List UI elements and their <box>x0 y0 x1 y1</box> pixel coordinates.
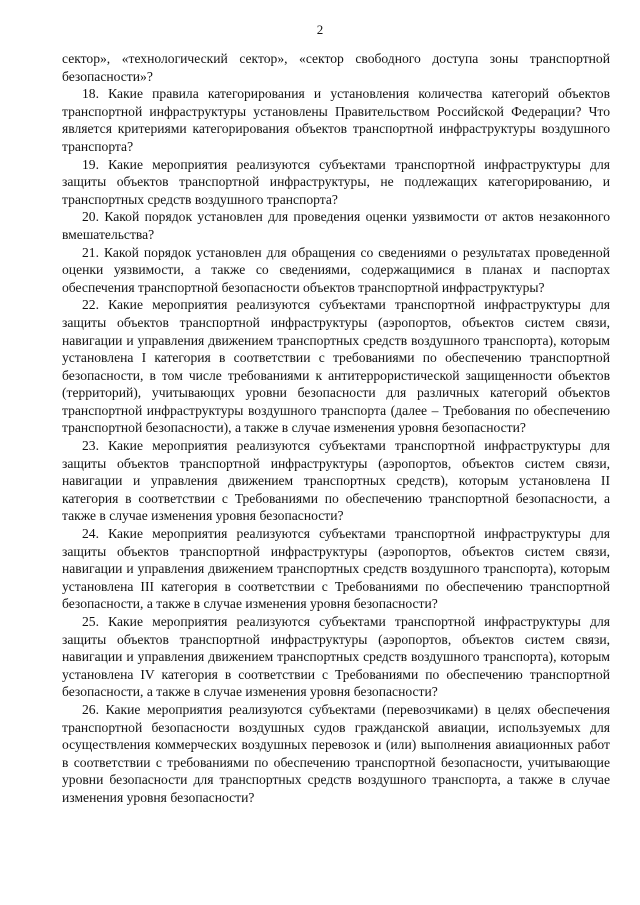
question-21: 21. Какой порядок установлен для обращения со сведениями о результатах проведенной оценки уязвимости, а также со сведениями, содержащимися в планах и паспортах обеспечения транспортной безопасности объектов транспортной инфраструктуры? <box>62 244 610 295</box>
paragraph-continuation: сектор», «технологический сектор», «сектор свободного доступа зоны транспортной безопасности»? <box>62 51 610 84</box>
question-25: 25. Какие мероприятия реализуются субъектами транспортной инфраструктуры для защиты объектов транспортной инфраструктуры (аэропортов, объектов систем связи, навигации и управления движением транспортных средств воздушного транспорта), которым установлена IV категория в соответствии с Требованиями по обеспечению транспортной безопасности, а также в случае изменения уровня безопасности? <box>62 614 610 700</box>
question-18: 18. Какие правила категорирования и установления количества категорий объектов транспортной инфраструктуры установлены Правительством Российской Федерации? Что является критериями категорирования объектов транспортной инфраструктуры воздушного транспорта? <box>62 86 610 154</box>
question-23: 23. Какие мероприятия реализуются субъектами транспортной инфраструктуры для защиты объектов транспортной инфраструктуры (аэропортов, объектов систем связи, навигации и управления движением транспортных средств), которым установлена II категория в соответствии с Требованиями по обеспечению транспортной безопасности, а также в случае изменения уровня безопасности? <box>62 438 610 524</box>
document-body <box>62 50 610 807</box>
question-20: 20. Какой порядок установлен для проведения оценки уязвимости от актов незаконного вмешательства? <box>62 209 610 242</box>
question-24: 24. Какие мероприятия реализуются субъектами транспортной инфраструктуры для защиты объектов транспортной инфраструктуры (аэропортов, объектов систем связи, навигации и управления движением транспортных средств воздушного транспорта), которым установлена III категория в соответствии с Требованиями по обеспечению транспортной безопасности, а также в случае изменения уровня безопасности? <box>62 526 610 612</box>
page-number: 2 <box>316 22 324 37</box>
question-22: 22. Какие мероприятия реализуются субъектами транспортной инфраструктуры для защиты объектов транспортной инфраструктуры (аэропортов, объектов систем связи, навигации и управления движением транспортных средств воздушного транспорта), которым установлена I категория в соответствии с требованиями по обеспечению транспортной безопасности, в том числе требованиями к антитеррористической защищенности объектов (территорий), учитывающих уровни безопасности для различных категорий объектов транспортной инфраструктуры воздушного транспорта (далее – Требования по обеспечению транспортной безопасности), а также в случае изменения уровня безопасности? <box>62 297 610 436</box>
question-26: 26. Какие мероприятия реализуются субъектами (перевозчиками) в целях обеспечения транспортной безопасности воздушных судов гражданской авиации, используемых для осуществления коммерческих воздушных перевозок и (или) выполнения авиационных работ в соответствии с требованиями по обеспечению транспортной безопасности, учитывающие уровни безопасности для транспортных средств воздушного транспорта, а также в случае изменения уровня безопасности? <box>62 701 610 805</box>
question-19: 19. Какие мероприятия реализуются субъектами транспортной инфраструктуры для защиты объектов транспортной инфраструктуры, не подлежащих категорированию, и транспортных средств воздушного транспорта? <box>62 156 610 207</box>
